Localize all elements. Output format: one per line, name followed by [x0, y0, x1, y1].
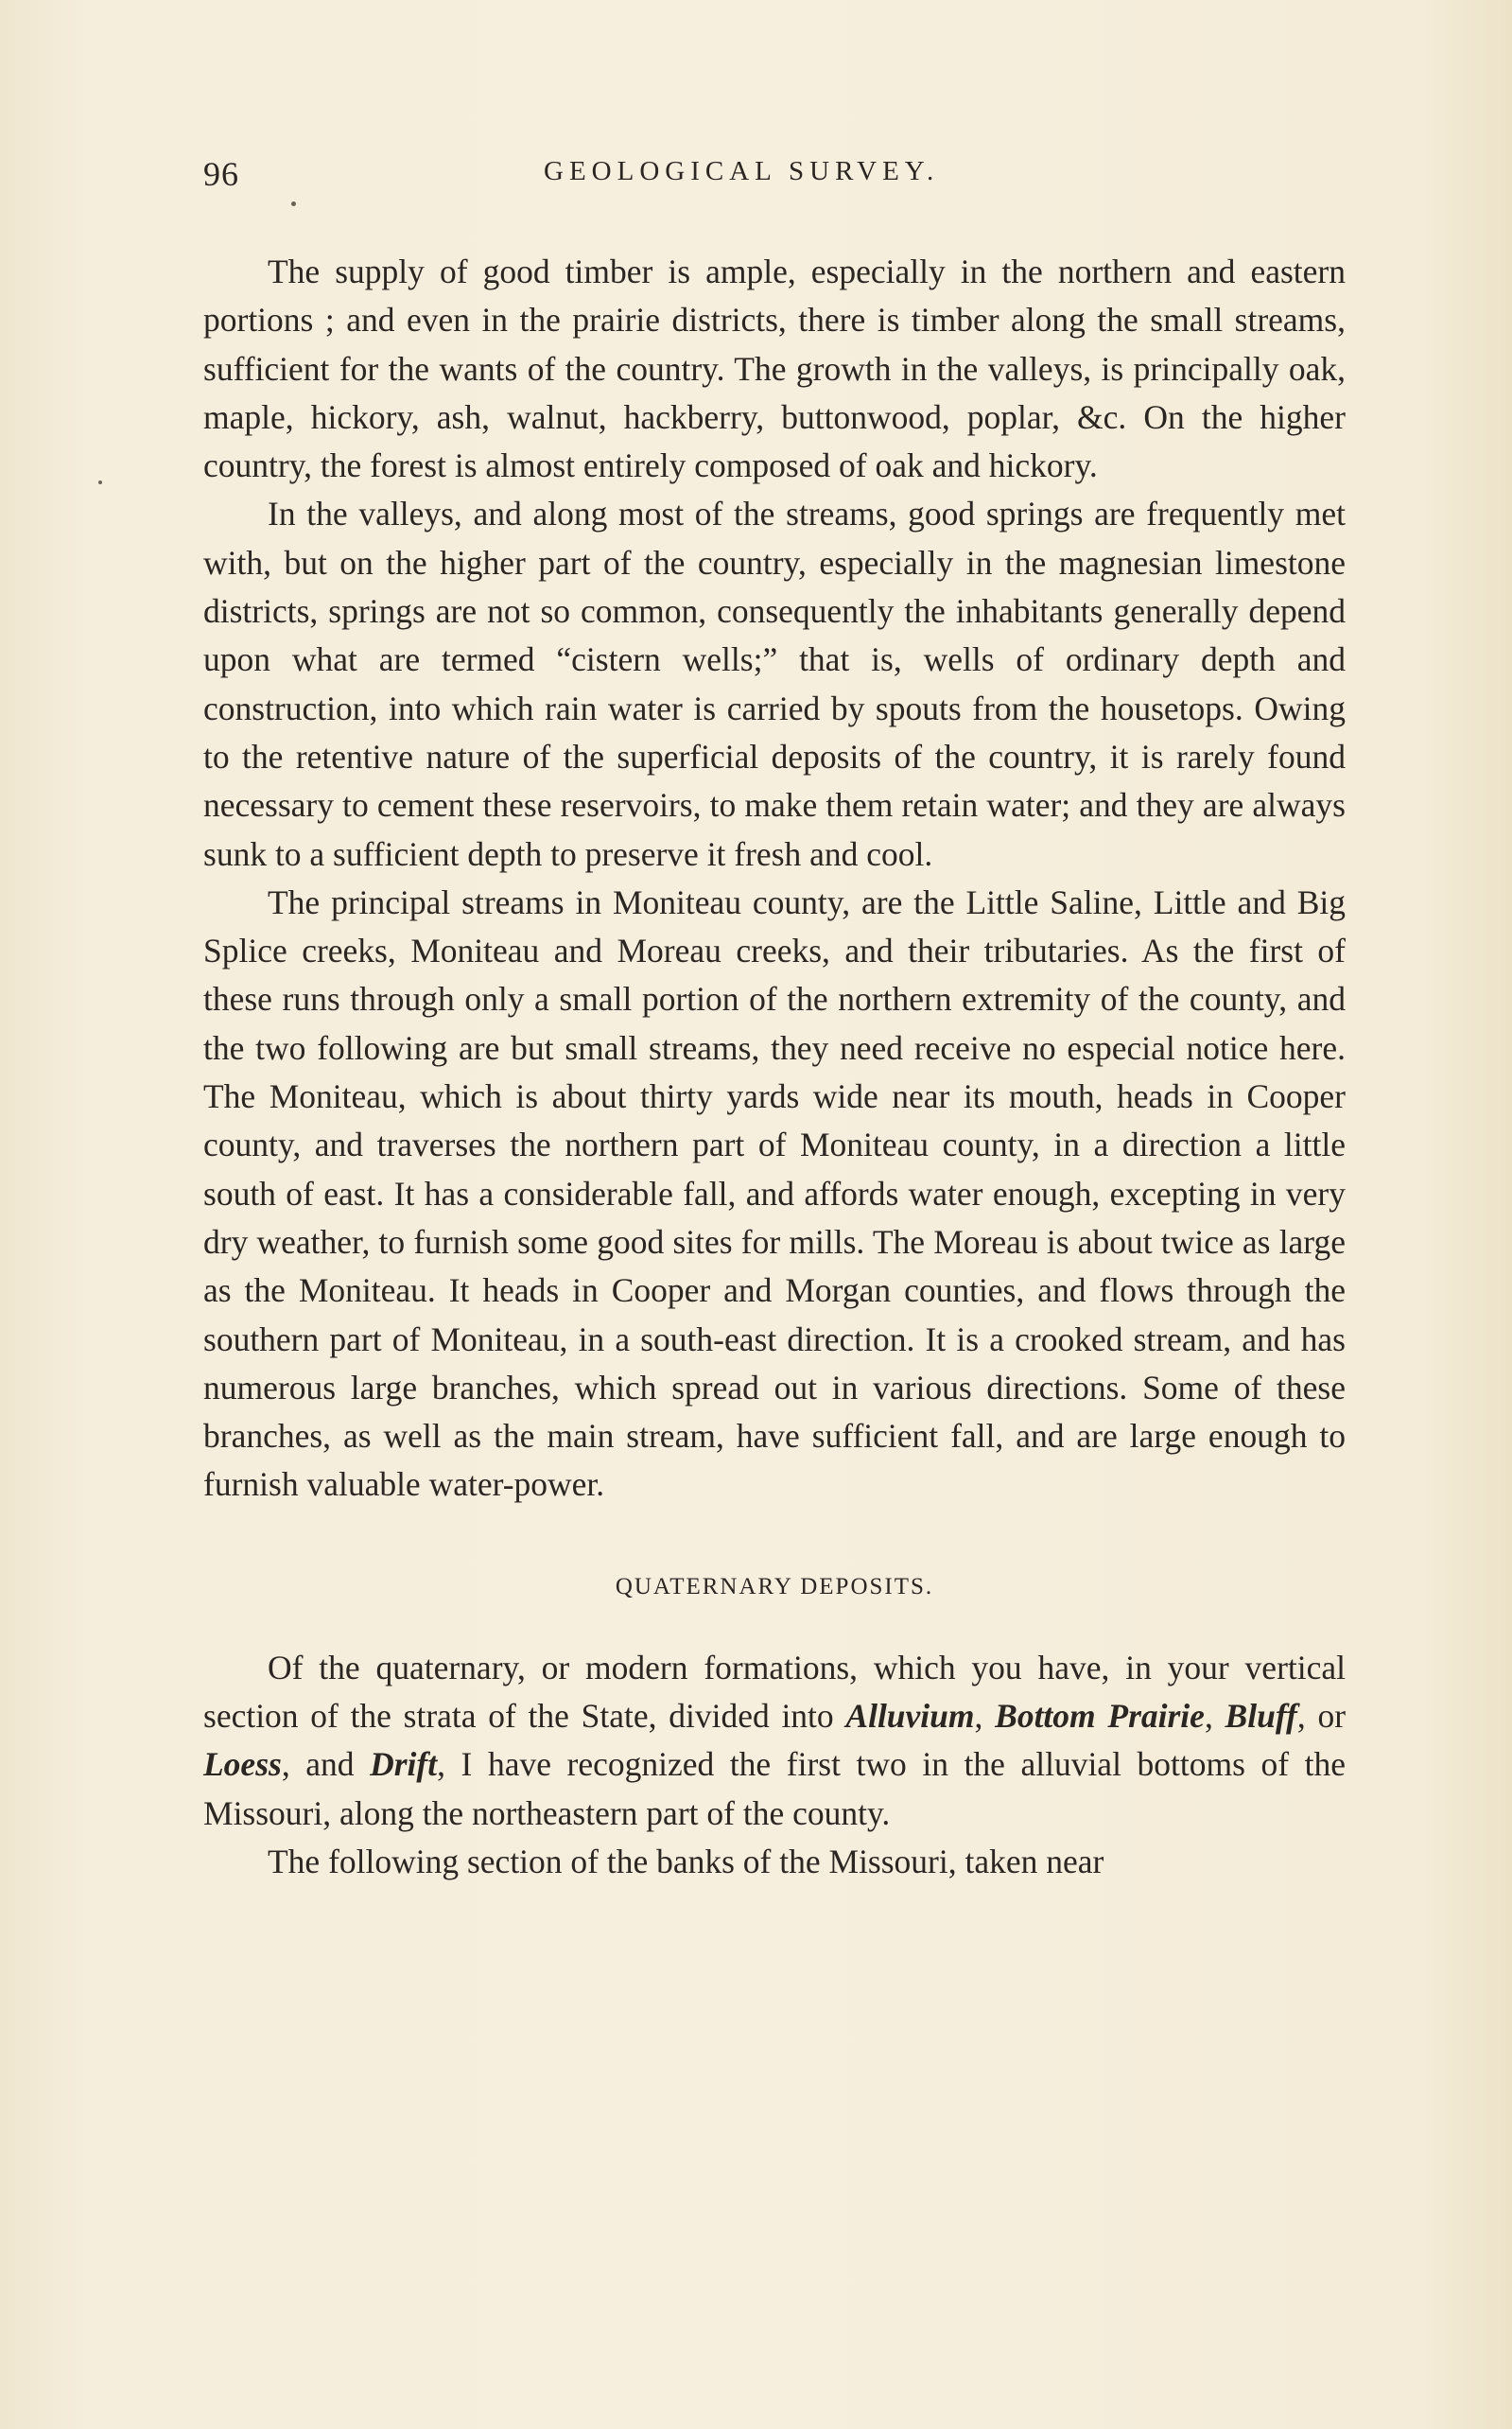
term-alluvium: Alluvium	[845, 1697, 975, 1736]
paragraph-quaternary	[203, 1644, 1346, 1838]
ink-speck	[291, 201, 296, 206]
separator: , or	[1296, 1697, 1347, 1736]
section-heading: QUATERNARY DEPOSITS.	[615, 1573, 934, 1599]
separator: ,	[974, 1697, 996, 1736]
paragraph-text: Of the quaternary, or modern formations, which you have, in your vertical section of the strata of the State, divided into	[203, 1648, 1346, 1736]
paragraph-section-intro: The following section of the banks of the Missouri, taken near	[268, 1842, 1104, 1880]
term-bluff: Bluff	[1225, 1697, 1297, 1736]
separator: ,	[1204, 1697, 1225, 1736]
term-drift: Drift	[370, 1745, 438, 1784]
page-number: 96	[203, 155, 239, 193]
paragraph-text: , I have recognized the first two in the alluvial bottoms of the Missouri, along the northeastern part of the county.	[203, 1745, 1346, 1832]
term-bottom-prairie: Bottom Prairie	[995, 1697, 1205, 1736]
ink-speck	[98, 481, 102, 484]
separator: , and	[281, 1745, 371, 1784]
body-text	[203, 248, 1346, 1886]
paragraph-timber: The supply of good timber is ample, especially in the northern and eastern portions ; and even in the prairie districts, there is timber along the small streams, sufficient for the wants of the country. The growth in the valleys, is principally oak, maple, hickory, ash, walnut, hackberry, buttonwood, poplar, &c. On the higher country, the forest is almost entirely composed of oak and hickory.	[203, 253, 1346, 485]
paragraph-streams: The principal streams in Moniteau county, are the Little Saline, Little and Big Splice creeks, Moniteau and Moreau creeks, and their tributaries. As the first of these runs through only a small portion of the northern extremity of the county, and the two following are but small streams, they need receive no especial notice here. The Moniteau, which is about thirty yards wide near its mouth, heads in Cooper county, and traverses the northern part of Moniteau county, in a direction a little south of east. It has a considerable fall, and affords water enough, excepting in very dry weather, to furnish some good sites for mills. The Moreau is about twice as large as the Moniteau. It heads in Cooper and Morgan counties, and flows through the southern part of Moniteau, in a south-east direction. It is a crooked stream, and has numerous large branches, which spread out in various directions. Some of these branches, as well as the main stream, have sufficient fall, and are large enough to furnish valuable water-power.	[203, 882, 1346, 1504]
term-loess: Loess	[203, 1745, 282, 1784]
page-header	[203, 154, 1346, 201]
paragraph-springs: In the valleys, and along most of the streams, good springs are frequently met with, but on the higher part of the country, especially in the magnesian limestone districts, springs are not so common, consequently the inhabitants generally depend upon what are termed “cistern wells;” that is, wells of ordinary depth and construction, into which rain water is carried by spouts from the housetops. Owing to the retentive nature of the superficial deposits of the country, it is rarely found necessary to cement these reservoirs, to make them retain water; and they are always sunk to a sufficient depth to preserve it fresh and cool.	[203, 495, 1346, 873]
running-title: GEOLOGICAL SURVEY.	[544, 156, 940, 186]
